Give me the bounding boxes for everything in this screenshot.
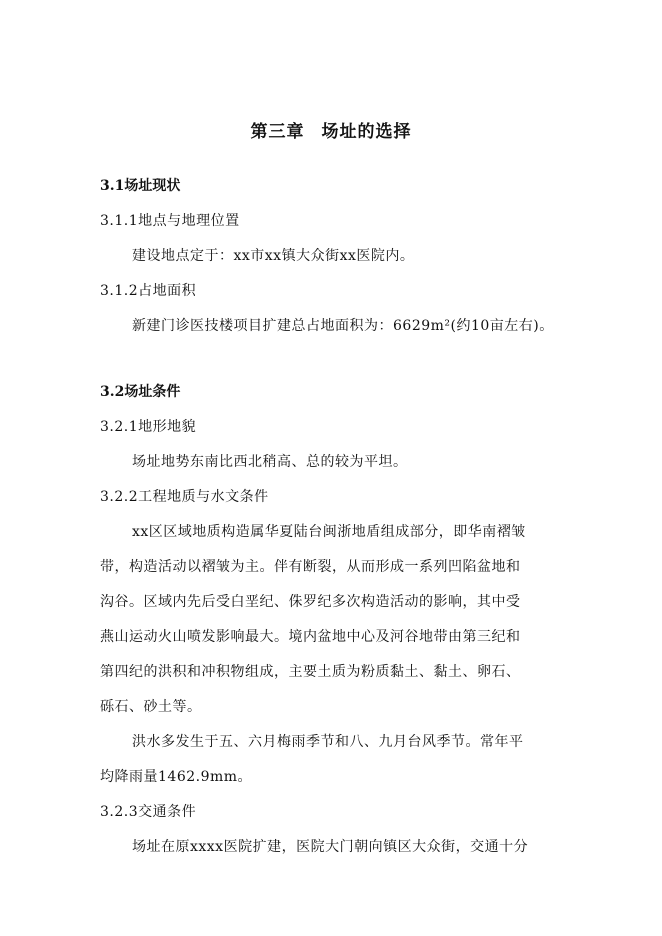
subsection-heading: 3.2.3交通条件 [100, 804, 197, 820]
paragraph-line: 燕山运动火山喷发影响最大。境内盆地中心及河谷地带由第三纪和 [100, 629, 521, 645]
paragraph-line: 沟谷。区域内先后受白垩纪、侏罗纪多次构造活动的影响，其中受 [100, 594, 521, 610]
paragraph-line: 均降雨量1462.9mm。 [100, 769, 253, 785]
subsection-heading: 3.1.2占地面积 [100, 283, 197, 299]
section-heading: 3.1场址现状 [100, 178, 181, 194]
subsection-heading: 3.2.1地形地貌 [100, 419, 197, 435]
paragraph-line: 第四纪的洪积和冲积物组成，主要土质为粉质黏土、黏土、卵石、 [100, 664, 521, 680]
paragraph-line: 建设地点定于：xx市xx镇大众街xx医院内。 [132, 248, 415, 264]
paragraph-line: 带，构造活动以褶皱为主。伴有断裂，从而形成一系列凹陷盆地和 [100, 559, 521, 575]
paragraph-line: 场址在原xxxx医院扩建，医院大门朝向镇区大众街，交通十分 [132, 839, 529, 855]
paragraph-line: xx区区域地质构造属华夏陆台闽浙地盾组成部分，即华南褶皱 [132, 524, 526, 540]
subsection-heading: 3.1.1地点与地理位置 [100, 213, 240, 229]
paragraph-line: 砾石、砂土等。 [100, 699, 202, 715]
paragraph-line: 新建门诊医技楼项目扩建总占地面积为：6629m²(约10亩左右)。 [132, 318, 554, 334]
chapter-title: 第三章 场址的选择 [250, 122, 412, 142]
subsection-heading: 3.2.2工程地质与水文条件 [100, 489, 269, 505]
paragraph-line: 洪水多发生于五、六月梅雨季节和八、九月台风季节。常年平 [132, 734, 524, 750]
paragraph-line: 场址地势东南比西北稍高、总的较为平坦。 [132, 454, 408, 470]
section-heading: 3.2场址条件 [100, 384, 181, 400]
